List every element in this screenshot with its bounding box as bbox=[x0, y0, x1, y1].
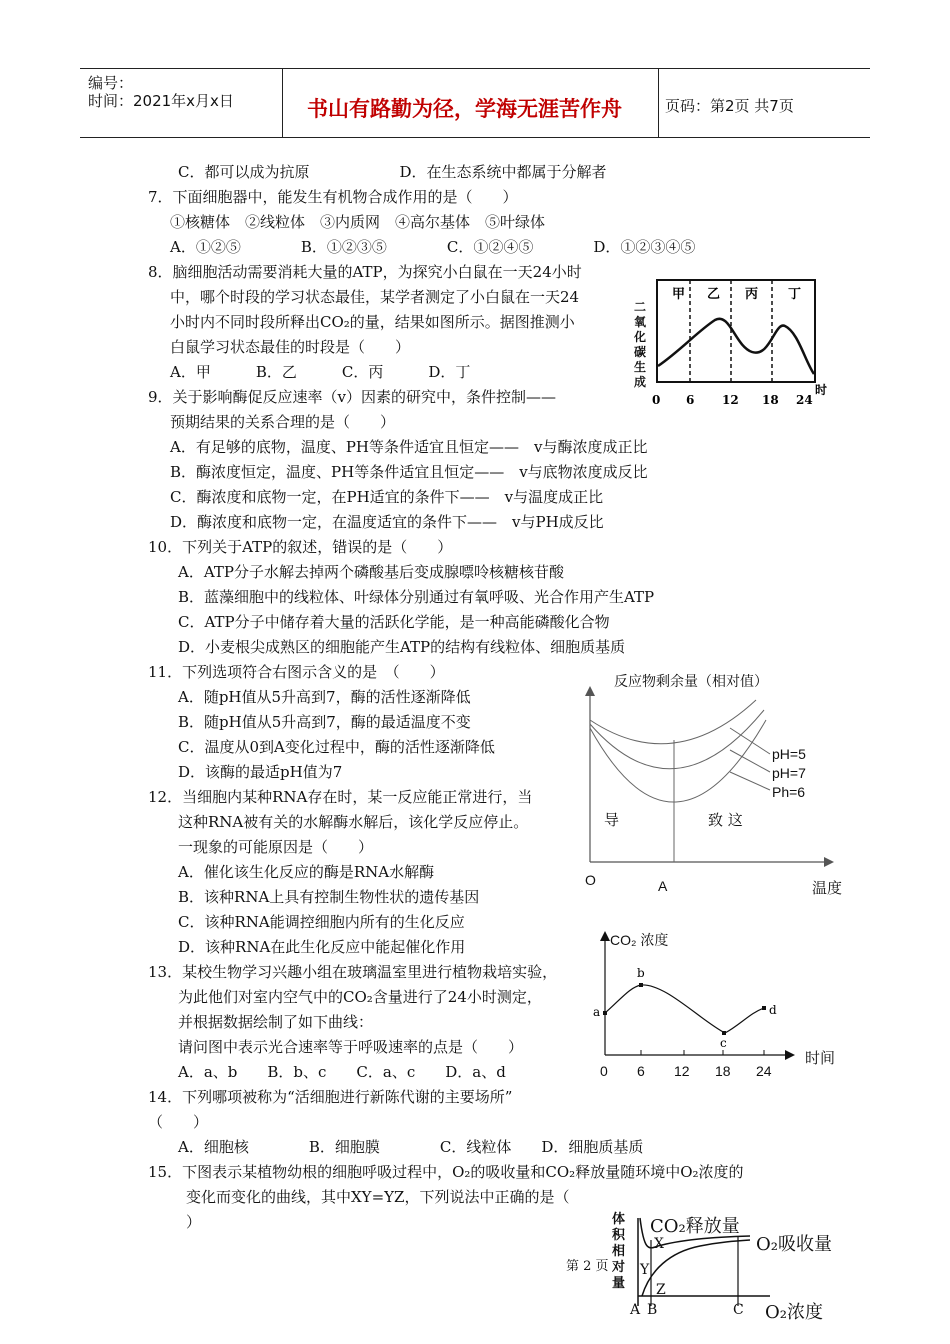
fig8-xtick: 24 bbox=[796, 393, 813, 407]
text-line: 白鼠学习状态最佳的时段是（ ） bbox=[170, 338, 411, 356]
text-line: C．该种RNA能调控细胞内所有的生化反应 bbox=[178, 913, 465, 931]
text-line: B．酶浓度恒定，温度、PH等条件适宜且恒定—— v与底物浓度成反比 bbox=[170, 463, 648, 481]
text-line: A．甲 B．乙 C．丙 D．丁 bbox=[170, 363, 471, 381]
fig13-xtick: 24 bbox=[756, 1063, 772, 1079]
fig15-xlabel: O₂浓度 bbox=[765, 1302, 823, 1323]
fig13-xtick: 0 bbox=[600, 1063, 608, 1079]
fig15-a-label: A bbox=[630, 1302, 641, 1318]
fig13-ylabel: CO₂ 浓度 bbox=[610, 932, 669, 948]
question-12: 12．当细胞内某种RNA存在时，某一反应能正常进行，当 bbox=[148, 788, 533, 806]
figure-co2-production bbox=[630, 276, 830, 410]
fig8-curve bbox=[658, 319, 814, 374]
header-divider bbox=[282, 69, 283, 137]
question-13: 13．某校生物学习兴趣小组在玻璃温室里进行植物栽培实验， bbox=[148, 963, 558, 981]
text-line: A．催化该生化反应的酶是RNA水解酶 bbox=[178, 863, 435, 881]
text-line: B．随pH值从5升高到7，酶的最适温度不变 bbox=[178, 713, 471, 731]
text-line: A．随pH值从5升高到7，酶的活性逐渐降低 bbox=[178, 688, 471, 706]
question-9: 9．关于影响酶促反应速率（v）因素的研究中，条件控制—— bbox=[148, 388, 557, 406]
point-label: b bbox=[637, 966, 645, 980]
fig8-xtick: 0 bbox=[652, 393, 661, 407]
period-label-ding: 丁 bbox=[788, 287, 802, 302]
fig13-x-arrow bbox=[785, 1050, 795, 1060]
text-line: D．小麦根尖成熟区的细胞能产生ATP的结构有线粒体、细胞质基质 bbox=[178, 638, 626, 656]
fig11-x-arrow bbox=[824, 857, 834, 867]
text-line: A．①②⑤ B．①②③⑤ C．①②④⑤ D．①②③④⑤ bbox=[170, 238, 696, 256]
question-11: 11．下列选项符合右图示含义的是 （ ） bbox=[148, 663, 445, 681]
page-label: 页码：第2页 共7页 bbox=[665, 97, 794, 115]
stray-char: 导 bbox=[604, 811, 620, 829]
date-label: 时间：2021年x月x日 bbox=[88, 92, 234, 110]
fig13-xlabel: 时间 bbox=[805, 1049, 836, 1067]
text-line: 小时内不同时段所释出CO₂的量，结果如图所示。据图推测小 bbox=[170, 313, 575, 331]
fig11-title: 反应物剩余量（相对值） bbox=[614, 673, 768, 689]
text-line: A．有足够的底物，温度、PH等条件适宜且恒定—— v与酶浓度成正比 bbox=[170, 438, 648, 456]
point-c bbox=[722, 1031, 726, 1035]
period-label-jia: 甲 bbox=[672, 287, 686, 302]
page-footer: 第 2 页 bbox=[566, 1259, 609, 1274]
text-line: 预期结果的关系合理的是（ ） bbox=[170, 413, 396, 431]
point-label: d bbox=[769, 1003, 777, 1017]
fig11-series-label: Ph=6 bbox=[772, 784, 806, 800]
period-label-bing: 丙 bbox=[745, 287, 759, 302]
text-line: C．温度从0到A变化过程中，酶的活性逐渐降低 bbox=[178, 738, 495, 756]
text-line: C．ATP分子中储存着大量的活跃化学能，是一种高能磷酸化合物 bbox=[178, 613, 610, 631]
text-line: D．该种RNA在此生化反应中能起催化作用 bbox=[178, 938, 466, 956]
fig8-xtick: 18 bbox=[762, 393, 779, 407]
text-line: 请问图中表示光合速率等于呼吸速率的点是（ ） bbox=[178, 1038, 524, 1056]
text-line: D．酶浓度和底物一定，在温度适宜的条件下—— v与PH成反比 bbox=[170, 513, 604, 531]
fig15-b-label: B bbox=[647, 1302, 658, 1318]
fig13-curve bbox=[605, 985, 764, 1033]
question-8: 8．脑细胞活动需要消耗大量的ATP，为探究小白鼠在一天24小时 bbox=[148, 263, 582, 281]
fig15-y-label: Y bbox=[640, 1262, 650, 1278]
text-line: A．细胞核 B．细胞膜 C．线粒体 D．细胞质基质 bbox=[178, 1138, 644, 1156]
fig8-xunit: 时 bbox=[815, 383, 828, 397]
fig11-curve-ph6 bbox=[590, 720, 766, 802]
fig8-ylabel: 二氧化碳生成 bbox=[634, 300, 647, 389]
text-line: 并根据数据绘制了如下曲线： bbox=[178, 1013, 374, 1031]
text-line: C．酶浓度和底物一定，在PH适宜的条件下—— v与温度成正比 bbox=[170, 488, 604, 506]
fig15-o2-label: O₂吸收量 bbox=[756, 1234, 832, 1255]
period-label-yi: 乙 bbox=[707, 287, 721, 302]
fig11-curve-ph7 bbox=[590, 710, 764, 769]
text-line: B．该种RNA上具有控制生物性状的遗传基因 bbox=[178, 888, 480, 906]
point-d bbox=[762, 1006, 766, 1010]
text-line: 变化而变化的曲线，其中XY=YZ，下列说法中正确的是（ bbox=[186, 1188, 570, 1206]
text-line: ①核糖体 ②线粒体 ③内质网 ④高尔基体 ⑤叶绿体 bbox=[170, 213, 546, 231]
text-line: D．该酶的最适pH值为7 bbox=[178, 763, 343, 781]
fig13-xtick: 6 bbox=[637, 1063, 645, 1079]
fig11-xlabel: 温度 bbox=[812, 879, 843, 897]
text-line: 一现象的可能原因是（ ） bbox=[178, 838, 374, 856]
text-line: 中，哪个时段的学习状态最佳，某学者测定了小白鼠在一天24 bbox=[170, 288, 580, 306]
text-line: C．都可以成为抗原 D．在生态系统中都属于分解者 bbox=[178, 163, 607, 181]
fig11-series-label: pH=5 bbox=[772, 746, 806, 762]
header-divider bbox=[658, 69, 659, 137]
fig11-xmark: A bbox=[658, 878, 668, 894]
number-label: 编号： bbox=[88, 74, 134, 92]
fig11-origin: O bbox=[585, 872, 596, 888]
text-line: 这种RNA被有关的水解酶水解后，该化学反应停止。 bbox=[178, 813, 529, 831]
fig11-leader bbox=[730, 772, 770, 790]
point-label: a bbox=[593, 1005, 601, 1019]
question-7: 7．下面细胞器中，能发生有机物合成作用的是（ ） bbox=[148, 188, 518, 206]
text-line: A．a、b B．b、c C．a、c D．a、d bbox=[178, 1063, 506, 1081]
question-14: 14．下列哪项被称为“活细胞进行新陈代谢的主要场所” bbox=[148, 1088, 513, 1106]
point-b bbox=[639, 983, 643, 987]
fig15-ylabel: 体积相对量 bbox=[612, 1212, 626, 1291]
text-line: （ ） bbox=[148, 1113, 209, 1131]
text-line: ） bbox=[186, 1213, 202, 1231]
point-label: c bbox=[720, 1036, 727, 1050]
fig13-xtick: 18 bbox=[715, 1063, 731, 1079]
fig15-x-label: X bbox=[654, 1236, 664, 1252]
question-15: 15．下图表示某植物幼根的细胞呼吸过程中，O₂的吸收量和CO₂释放量随环境中O₂浓度的 bbox=[148, 1163, 744, 1181]
fig11-leader bbox=[730, 728, 770, 754]
fig15-z-label: Z bbox=[656, 1282, 666, 1298]
fig15-co2-label: CO₂释放量 bbox=[650, 1216, 740, 1237]
stray-char: 致 这 bbox=[708, 811, 743, 829]
question-10: 10．下列关于ATP的叙述，错误的是（ ） bbox=[148, 538, 453, 556]
fig11-y-arrow bbox=[585, 686, 595, 696]
text-line: 为此他们对室内空气中的CO₂含量进行了24小时测定， bbox=[178, 988, 542, 1006]
text-line: B．蓝藻细胞中的线粒体、叶绿体分别通过有氧呼吸、光合作用产生ATP bbox=[178, 588, 655, 606]
fig15-c-label: C bbox=[733, 1302, 744, 1318]
fig11-series-label: pH=7 bbox=[772, 765, 806, 781]
fig13-xtick: 12 bbox=[674, 1063, 690, 1079]
fig11-curve-ph5 bbox=[590, 700, 756, 744]
fig11-leader bbox=[730, 750, 770, 772]
header-motto: 书山有路勤为径，学海无涯苦作舟 bbox=[307, 97, 622, 121]
point-a bbox=[603, 1011, 607, 1015]
fig13-y-arrow bbox=[600, 931, 610, 941]
fig8-xtick: 6 bbox=[686, 393, 695, 407]
fig8-xtick: 12 bbox=[722, 393, 739, 407]
text-line: A．ATP分子水解去掉两个磷酸基后变成腺嘌呤核糖核苷酸 bbox=[178, 563, 564, 581]
